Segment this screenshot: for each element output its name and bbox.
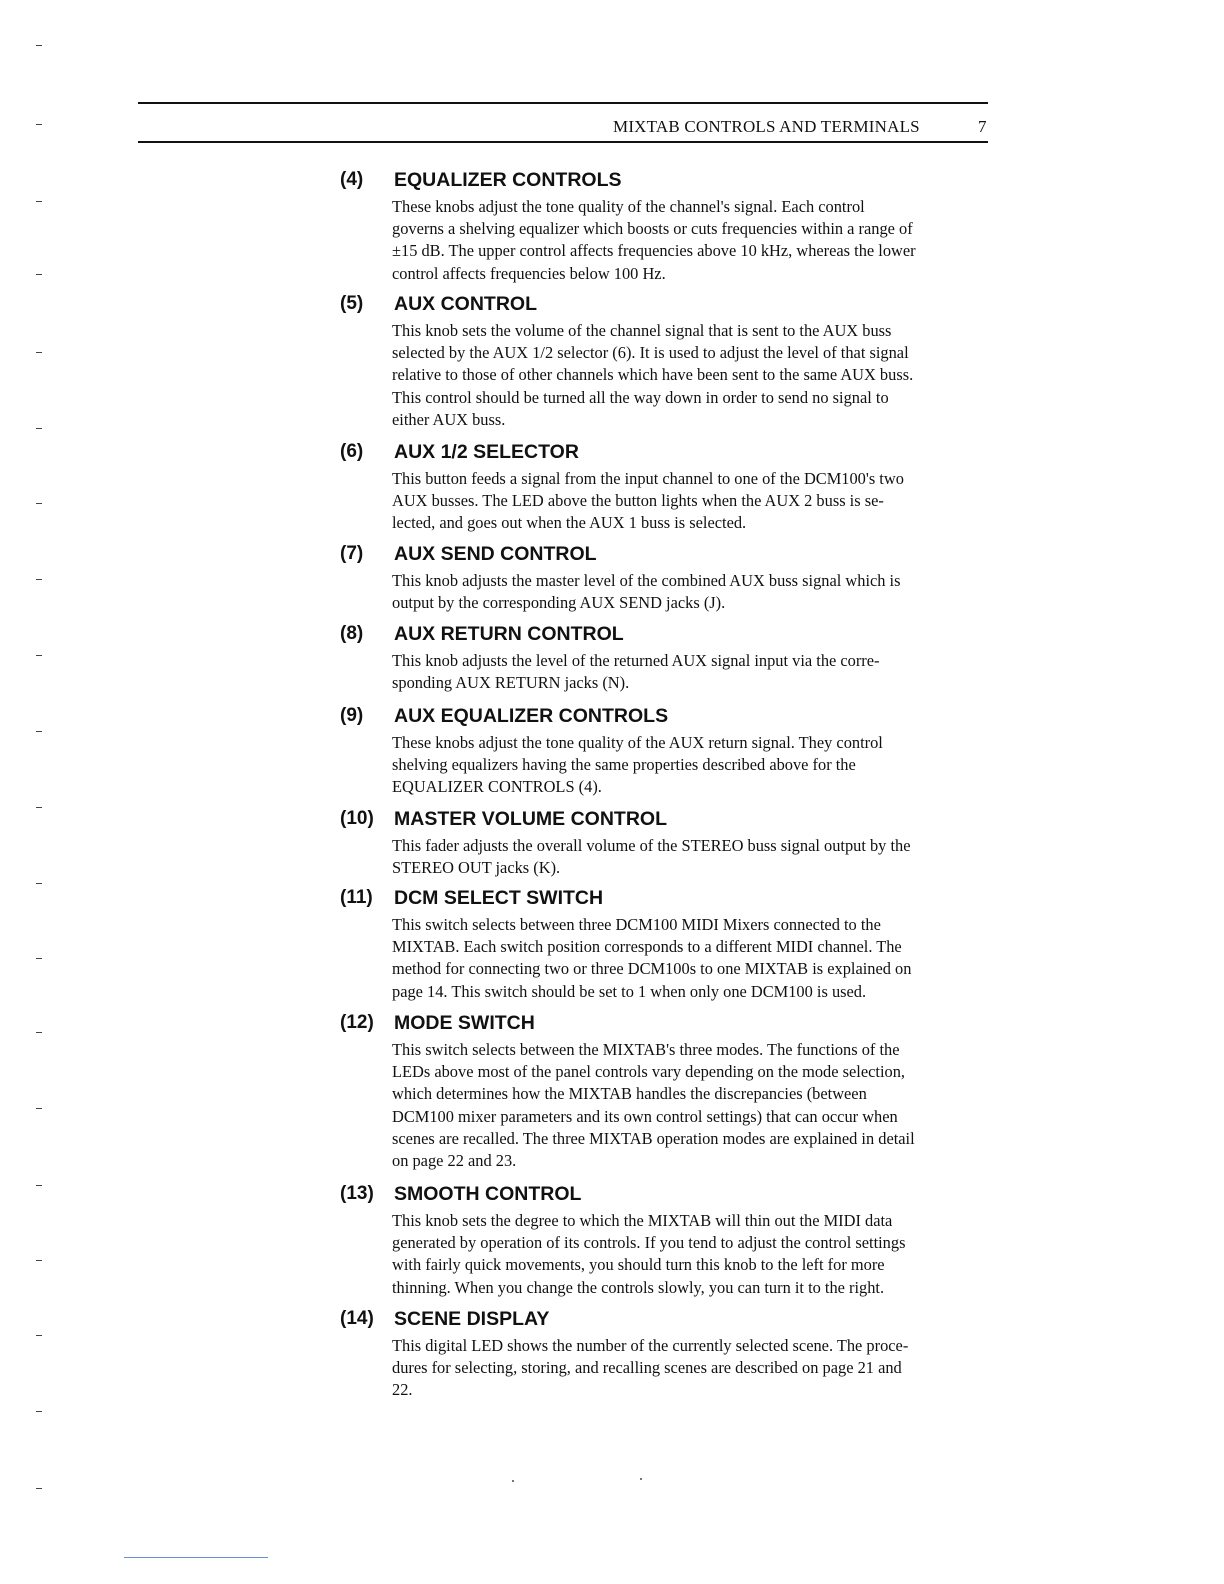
body-line: These knobs adjust the tone quality of the channel's signal. Each control (392, 197, 865, 216)
body-line: sponding AUX RETURN jacks (N). (392, 673, 630, 693)
section-number: (8) (340, 623, 364, 644)
section-heading: SMOOTH CONTROL (394, 1183, 582, 1205)
section-body (392, 468, 992, 535)
body-line: output by the corresponding AUX SEND jacks (J). (392, 593, 726, 613)
body-line: shelving equalizers having the same properties described above for the (392, 755, 856, 775)
section-number: (9) (340, 705, 364, 726)
body-line: DCM100 mixer parameters and its own control settings) that can occur when (392, 1106, 898, 1126)
body-line: This control should be turned all the way down in order to send no signal to (392, 387, 889, 407)
body-line: This switch selects between three DCM100 MIDI Mixers connected to the (392, 915, 881, 934)
margin-tick (36, 45, 42, 46)
body-line: either AUX buss. (392, 409, 506, 429)
section-heading: SCENE DISPLAY (394, 1308, 550, 1330)
section-heading: MODE SWITCH (394, 1012, 535, 1034)
body-line: dures for selecting, storing, and recalling scenes are described on page 21 and (392, 1358, 902, 1378)
body-line: with fairly quick movements, you should turn this knob to the left for more (392, 1255, 885, 1275)
section-body (392, 914, 992, 1003)
body-line: method for connecting two or three DCM100s to one MIXTAB is explained on (392, 959, 912, 979)
page-number: 7 (978, 117, 987, 136)
section-heading: AUX 1/2 SELECTOR (394, 441, 579, 463)
section-number: (14) (340, 1308, 374, 1329)
margin-tick (36, 201, 42, 202)
margin-tick (36, 428, 42, 429)
margin-tick (36, 1335, 42, 1336)
body-line: control affects frequencies below 100 Hz. (392, 263, 666, 283)
margin-tick (36, 1032, 42, 1033)
margin-tick (36, 503, 42, 504)
header-rule-bottom (138, 141, 988, 143)
body-line: This knob sets the degree to which the MIXTAB will thin out the MIDI data (392, 1211, 893, 1230)
body-line: This switch selects between the MIXTAB's three modes. The functions of the (392, 1040, 900, 1059)
body-line: relative to those of other channels which have been sent to the same AUX buss. (392, 365, 914, 385)
margin-tick (36, 731, 42, 732)
header-rule-top (138, 102, 988, 104)
body-line: LEDs above most of the panel controls vary depending on the mode selection, (392, 1062, 905, 1082)
section-heading: MASTER VOLUME CONTROL (394, 808, 667, 830)
section-heading: AUX EQUALIZER CONTROLS (394, 705, 669, 727)
margin-tick (36, 1411, 42, 1412)
margin-tick (36, 655, 42, 656)
section-body (392, 732, 992, 799)
running-header-title: MIXTAB CONTROLS AND TERMINALS (613, 117, 920, 136)
margin-tick (36, 124, 42, 125)
margin-tick (36, 1108, 42, 1109)
body-line: These knobs adjust the tone quality of the AUX return signal. They control (392, 733, 883, 752)
margin-tick (36, 807, 42, 808)
body-line: lected, and goes out when the AUX 1 buss is selected. (392, 513, 747, 533)
section-number: (13) (340, 1183, 374, 1204)
body-line: This fader adjusts the overall volume of the STEREO buss signal output by the (392, 836, 911, 855)
margin-tick (36, 274, 42, 275)
margin-tick (36, 1488, 42, 1489)
margin-tick (36, 958, 42, 959)
footer-scan-line (124, 1557, 268, 1558)
body-line: This knob sets the volume of the channel signal that is sent to the AUX buss (392, 321, 892, 340)
section-number: (5) (340, 293, 364, 314)
margin-tick (36, 883, 42, 884)
section-heading: DCM SELECT SWITCH (394, 887, 604, 909)
body-line: MIXTAB. Each switch position corresponds to a different MIDI channel. The (392, 937, 902, 957)
section-number: (11) (340, 887, 373, 908)
body-line: This digital LED shows the number of the currently selected scene. The proce- (392, 1336, 909, 1355)
section-heading: EQUALIZER CONTROLS (394, 169, 622, 191)
body-line: STEREO OUT jacks (K). (392, 858, 561, 878)
body-line: This knob adjusts the master level of the combined AUX buss signal which is (392, 571, 901, 590)
section-heading: AUX CONTROL (394, 293, 537, 315)
scan-speck (640, 1478, 642, 1480)
margin-tick (36, 1260, 42, 1261)
section-body (392, 196, 992, 285)
body-line: governs a shelving equalizer which boosts or cuts frequencies within a range of (392, 219, 913, 239)
body-line: on page 22 and 23. (392, 1151, 517, 1171)
scan-speck (512, 1480, 514, 1482)
body-line: thinning. When you change the controls slowly, you can turn it to the right. (392, 1277, 885, 1297)
section-body (392, 570, 992, 614)
body-line: scenes are recalled. The three MIXTAB operation modes are explained in detail (392, 1128, 915, 1148)
section-heading: AUX SEND CONTROL (394, 543, 597, 565)
section-number: (12) (340, 1012, 374, 1033)
section-body (392, 1335, 992, 1402)
body-line: 22. (392, 1380, 413, 1400)
body-line: EQUALIZER CONTROLS (4). (392, 777, 602, 797)
margin-tick (36, 579, 42, 580)
section-heading: AUX RETURN CONTROL (394, 623, 624, 645)
body-line: AUX busses. The LED above the button lights when the AUX 2 buss is se- (392, 491, 884, 511)
section-body (392, 1039, 992, 1172)
section-number: (10) (340, 808, 374, 829)
body-line: generated by operation of its controls. If you tend to adjust the control settings (392, 1233, 906, 1253)
body-line: which determines how the MIXTAB handles the discrepancies (between (392, 1084, 867, 1104)
body-line: page 14. This switch should be set to 1 when only one DCM100 is used. (392, 981, 867, 1001)
section-body (392, 650, 992, 694)
section-number: (4) (340, 169, 364, 190)
section-body (392, 835, 992, 879)
section-number: (6) (340, 441, 364, 462)
body-line: This knob adjusts the level of the returned AUX signal input via the corre- (392, 651, 880, 670)
section-number: (7) (340, 543, 364, 564)
section-body (392, 320, 992, 431)
margin-tick (36, 1185, 42, 1186)
margin-tick (36, 352, 42, 353)
body-line: This button feeds a signal from the input channel to one of the DCM100's two (392, 469, 904, 488)
section-body (392, 1210, 992, 1299)
body-line: selected by the AUX 1/2 selector (6). It is used to adjust the level of that signal (392, 343, 909, 363)
body-line: ±15 dB. The upper control affects frequencies above 10 kHz, whereas the lower (392, 241, 916, 261)
